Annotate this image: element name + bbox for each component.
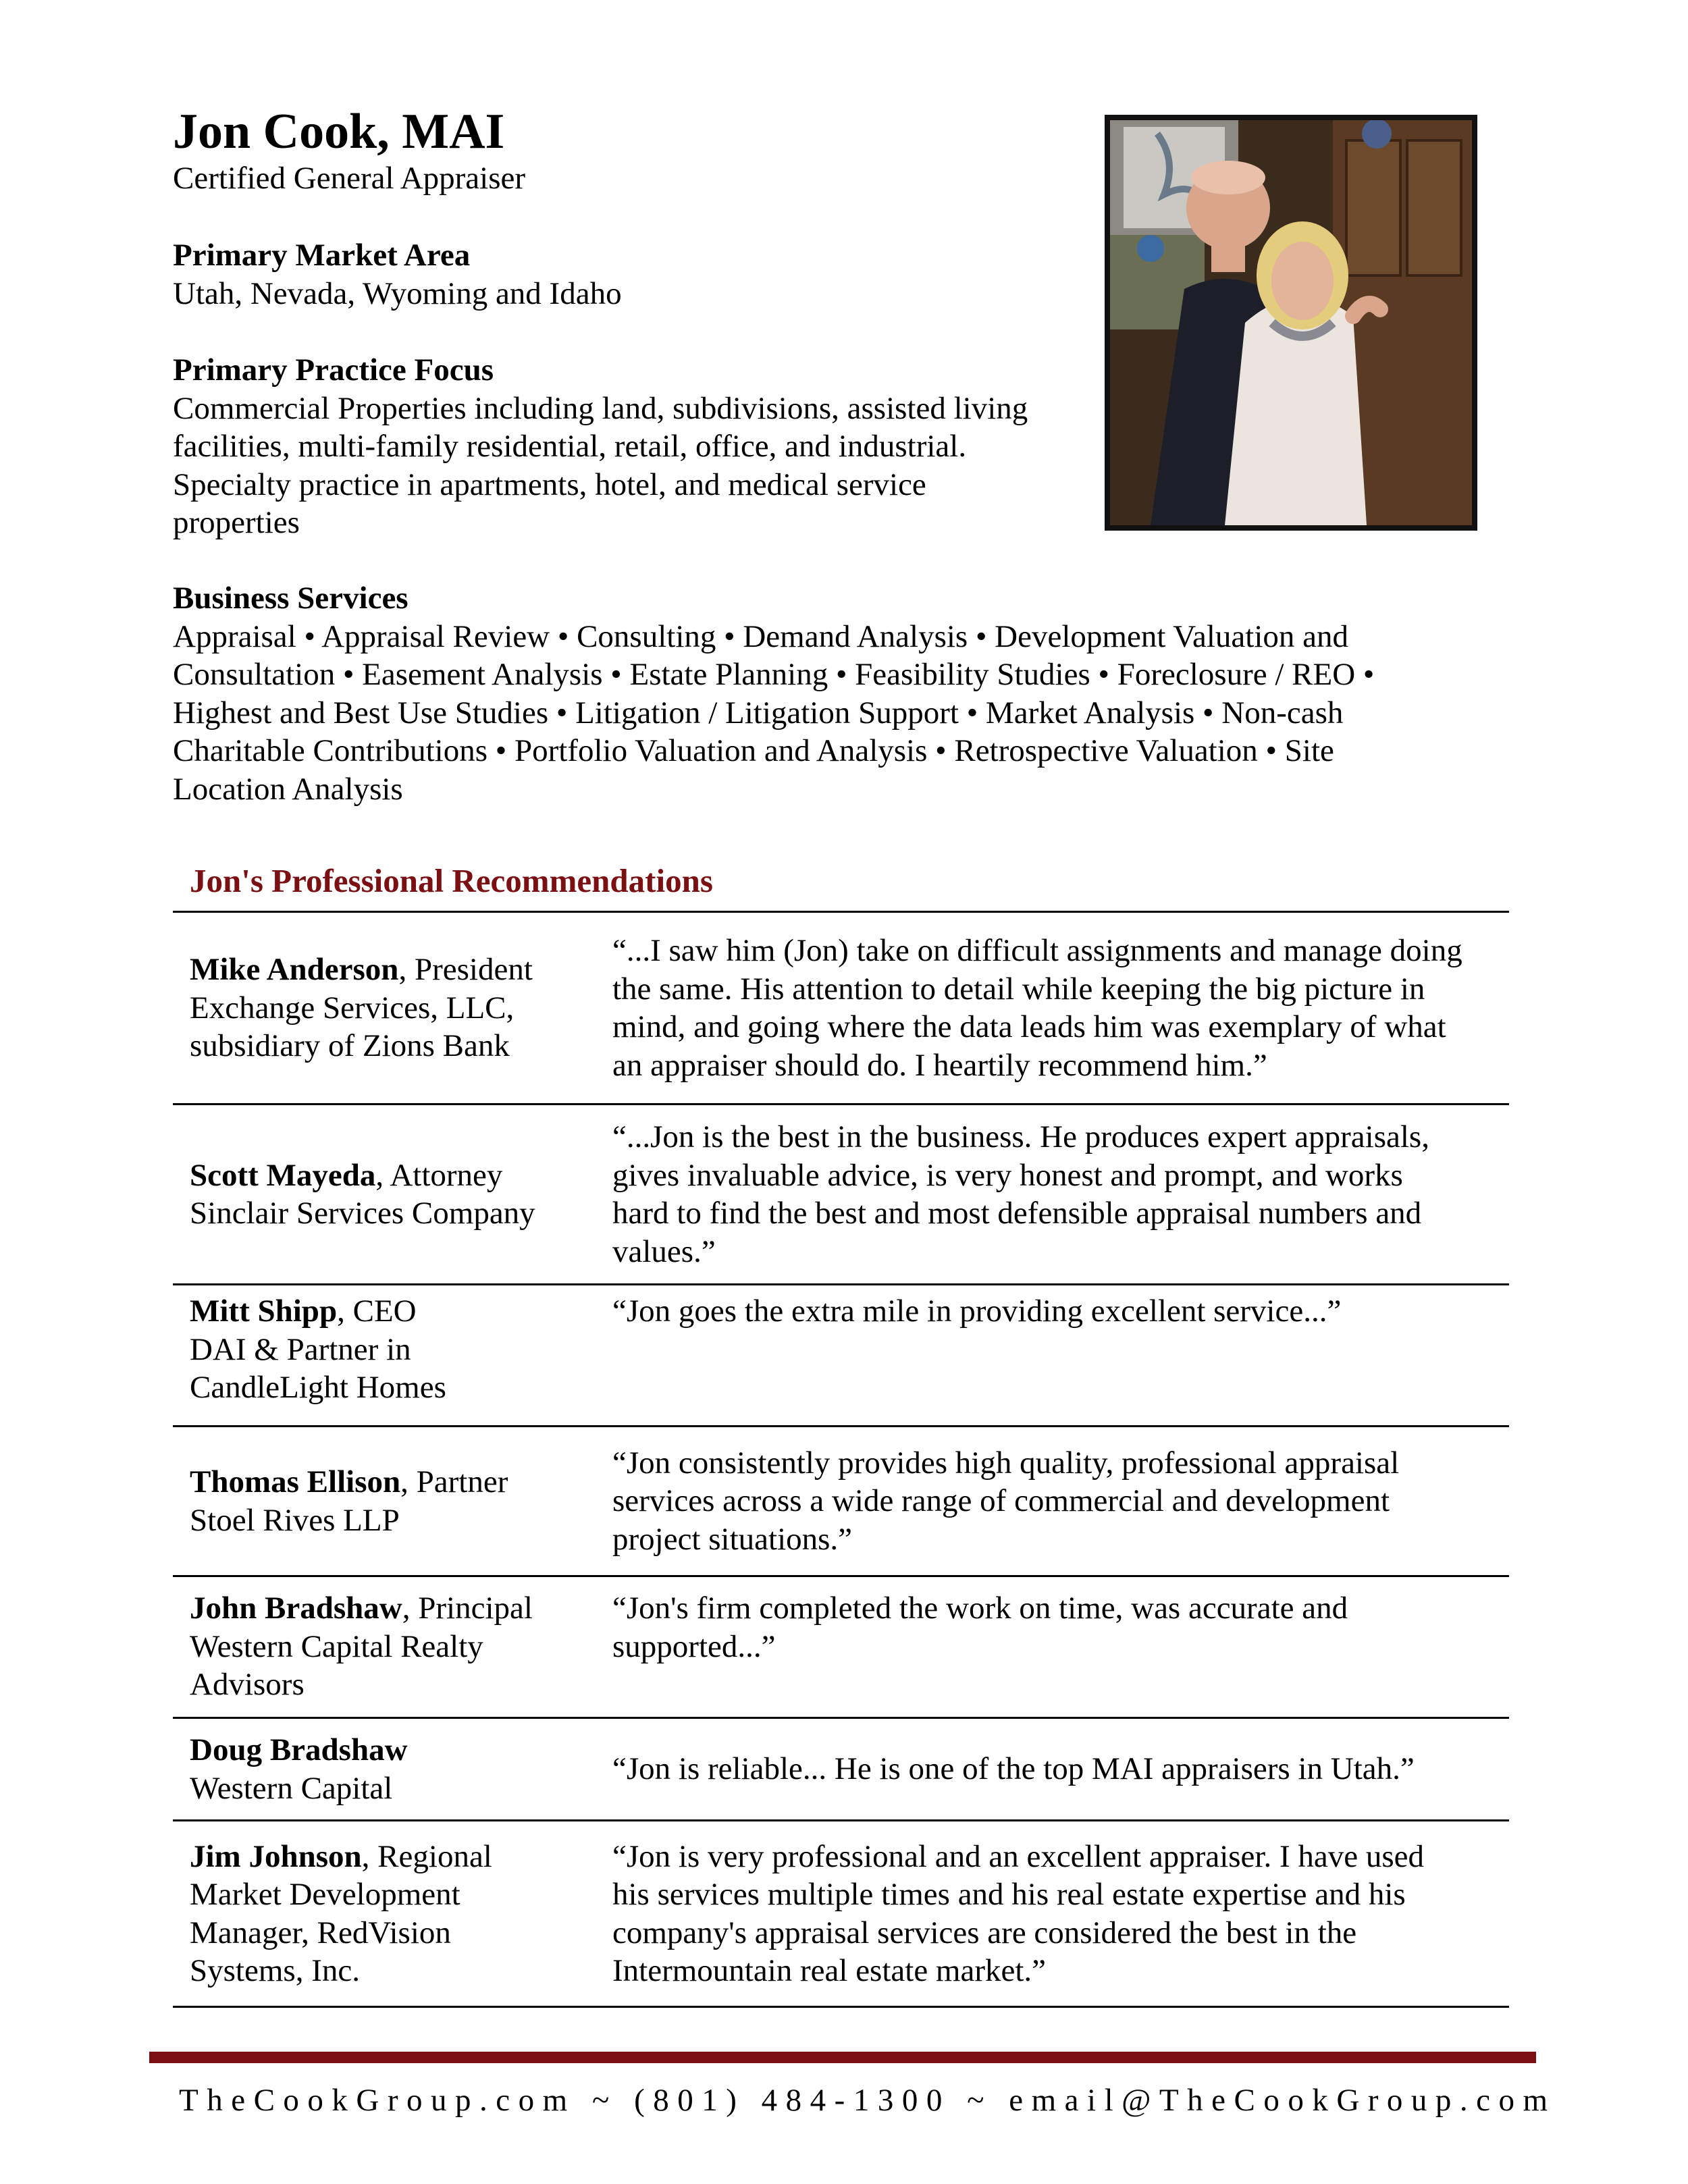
recommender-cell [173, 1821, 612, 2007]
quote-cell [612, 1821, 1509, 2007]
recommender-role: , President [398, 952, 533, 988]
quote-line: mind, and going where the data leads him was exemplary of what [612, 1009, 1446, 1044]
practice-focus-line: properties [173, 505, 300, 540]
business-services-line: Consultation • Easement Analysis • Estate Planning • Feasibility Studies • Foreclosure / REO • [173, 657, 1375, 692]
footer-divider [149, 2052, 1536, 2063]
recommender-line [190, 1463, 612, 1501]
recommender-name: Mike Anderson [190, 952, 399, 988]
quote-line: the same. His attention to detail while keeping the big picture in [612, 971, 1425, 1007]
quote-cell [612, 1104, 1509, 1285]
table-row [173, 1821, 1509, 2007]
quote-line: gives invaluable advice, is very honest and prompt, and works [612, 1157, 1403, 1193]
business-services-line: Charitable Contributions • Portfolio Valuation and Analysis • Retrospective Valuation • Site [173, 733, 1334, 768]
quote-line: “Jon goes the extra mile in providing excellent service...” [612, 1294, 1342, 1329]
recommender-line: Market Development [190, 1877, 460, 1912]
recommender-name: Mitt Shipp [190, 1294, 338, 1329]
table-row [173, 1576, 1509, 1718]
business-services-heading: Business Services [173, 581, 408, 616]
recommender-line [190, 1292, 612, 1331]
quote-cell [612, 1718, 1509, 1821]
recommender-cell [173, 1427, 612, 1576]
practice-focus-line: Commercial Properties including land, subdivisions, assisted living [173, 390, 1028, 426]
quote-cell [612, 912, 1509, 1104]
quote-line: project situations.” [612, 1521, 853, 1557]
recommender-line: subsidiary of Zions Bank [190, 1028, 510, 1064]
recommendations-heading: Jon's Professional Recommendations [190, 862, 713, 899]
practice-focus-section [173, 351, 1091, 542]
quote-cell [612, 1285, 1509, 1427]
recommender-line [190, 1589, 612, 1628]
recommender-name: Thomas Ellison [190, 1464, 401, 1499]
practice-focus-heading: Primary Practice Focus [173, 352, 494, 388]
recommender-line: DAI & Partner in [190, 1331, 411, 1367]
quote-line: his services multiple times and his real estate expertise and his [612, 1877, 1406, 1912]
business-services-section [173, 579, 1530, 808]
recommender-name: John Bradshaw [190, 1591, 402, 1626]
table-row [173, 1427, 1509, 1576]
recommender-name: Scott Mayeda [190, 1157, 376, 1193]
quote-line: “Jon is reliable... He is one of the top MAI appraisers in Utah.” [612, 1751, 1415, 1787]
profile-photo [1105, 115, 1477, 531]
business-services-line: Appraisal • Appraisal Review • Consulting • Demand Analysis • Development Valuation and [173, 618, 1349, 654]
table-row [173, 1718, 1509, 1821]
practice-focus-line: facilities, multi-family residential, retail, office, and industrial. [173, 429, 967, 464]
market-area-text: Utah, Nevada, Wyoming and Idaho [173, 275, 622, 311]
photo-illustration [1110, 120, 1472, 525]
recommender-cell [173, 1576, 612, 1718]
recommender-cell [173, 1285, 612, 1427]
quote-line: company's appraisal services are considered the best in the [612, 1915, 1357, 1950]
business-services-line: Highest and Best Use Studies • Litigation / Litigation Support • Market Analysis • Non-cash [173, 695, 1344, 730]
quote-line: “...Jon is the best in the business. He produces expert appraisals, [612, 1119, 1429, 1154]
recommender-line [190, 1838, 612, 1876]
practice-focus-line: Specialty practice in apartments, hotel, and medical service [173, 467, 926, 502]
page-title: Jon Cook, MAI [173, 104, 505, 159]
recommender-line: Advisors [190, 1667, 305, 1702]
quote-line: Intermountain real estate market.” [612, 1953, 1047, 1988]
professional-title: Certified General Appraiser [173, 161, 526, 196]
recommender-cell [173, 1104, 612, 1285]
quote-line: “Jon's firm completed the work on time, was accurate and [612, 1591, 1348, 1626]
recommender-line: Exchange Services, LLC, [190, 990, 515, 1026]
quote-line: values.” [612, 1233, 716, 1269]
recommender-role: , Partner [400, 1464, 508, 1499]
recommender-role: , Attorney [375, 1157, 503, 1193]
market-area-section [173, 236, 1051, 313]
quote-line: services across a wide range of commercial and development [612, 1483, 1390, 1519]
recommender-line [190, 951, 612, 989]
recommender-cell [173, 1718, 612, 1821]
recommender-role: , Principal [402, 1591, 533, 1626]
quote-line: “Jon is very professional and an excellent appraiser. I have used [612, 1838, 1424, 1874]
recommendations-table [173, 911, 1509, 2008]
quote-line: “Jon consistently provides high quality, professional appraisal [612, 1445, 1400, 1481]
recommender-name: Jim Johnson [190, 1838, 362, 1874]
recommender-line [190, 1731, 612, 1769]
quote-line: hard to find the best and most defensible appraisal numbers and [612, 1196, 1422, 1231]
quote-line: supported...” [612, 1628, 776, 1664]
quote-line: “...I saw him (Jon) take on difficult assignments and manage doing [612, 933, 1462, 968]
quote-cell [612, 1576, 1509, 1718]
recommender-line: Western Capital Realty [190, 1628, 483, 1664]
market-area-heading: Primary Market Area [173, 238, 471, 273]
quote-line: an appraiser should do. I heartily recommend him.” [612, 1047, 1267, 1083]
recommender-line: Sinclair Services Company [190, 1196, 535, 1231]
recommender-line [190, 1156, 612, 1195]
recommender-line: Western Capital [190, 1770, 393, 1806]
recommender-role: , CEO [337, 1294, 417, 1329]
business-services-line: Location Analysis [173, 771, 403, 807]
recommender-line: CandleLight Homes [190, 1370, 446, 1405]
recommender-role: , Regional [361, 1838, 492, 1874]
table-row [173, 912, 1509, 1104]
footer-contact: TheCookGroup.com ~ (801) 484-1300 ~ email@TheCookGroup.com [179, 2083, 1556, 2118]
recommender-cell [173, 912, 612, 1104]
table-row [173, 1285, 1509, 1427]
recommender-line: Manager, RedVision [190, 1915, 451, 1950]
table-row [173, 1104, 1509, 1285]
quote-cell [612, 1427, 1509, 1576]
recommender-line: Systems, Inc. [190, 1953, 360, 1988]
recommender-name: Doug Bradshaw [190, 1732, 408, 1767]
recommender-line: Stoel Rives LLP [190, 1502, 400, 1538]
